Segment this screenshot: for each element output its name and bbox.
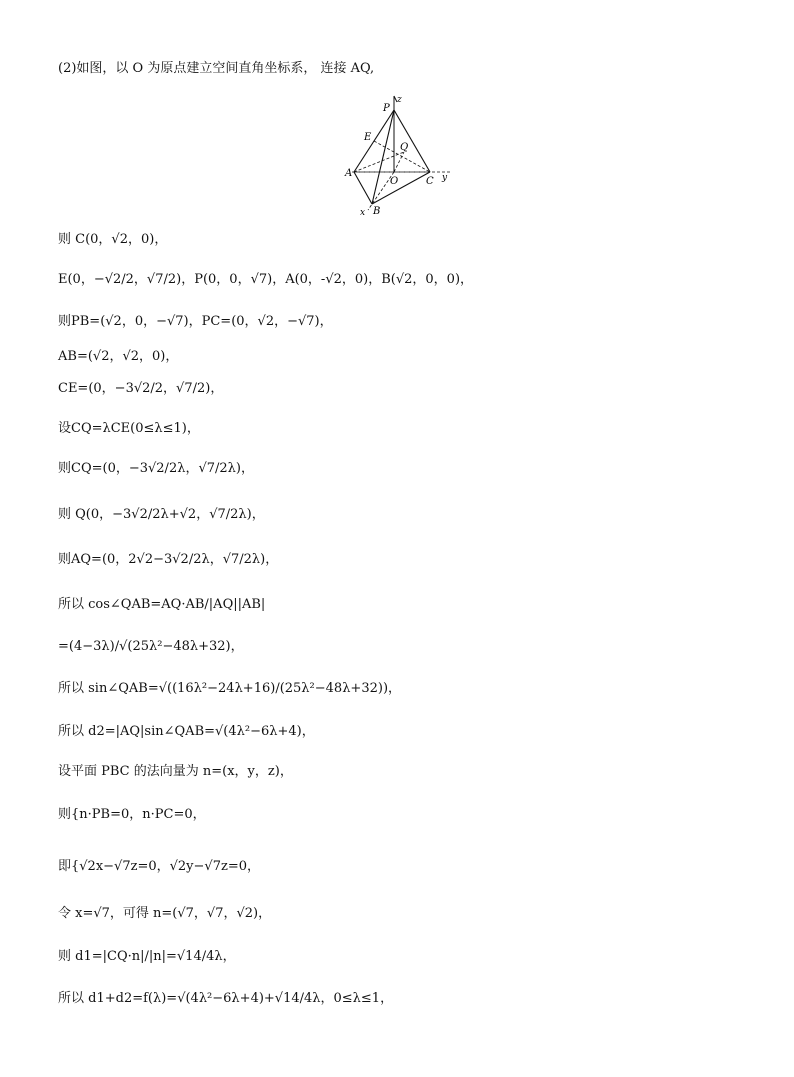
line-final: 所以 d1+d2=f(λ)=√(4λ²−6λ+4)+√14/4λ，0≤λ≤1， (58, 991, 394, 1006)
line-cos: 所以 cos∠QAB=AQ·AB/|AQ||AB| (58, 597, 266, 612)
line-Q: 则 Q(0，−3√2/2λ+√2，√7/2λ)， (58, 507, 265, 522)
label-A: A (345, 168, 353, 179)
line-normal: 设平面 PBC 的法向量为 n=(x，y，z)， (58, 764, 293, 779)
edge-BC (372, 172, 430, 204)
label-Q: Q (400, 142, 409, 153)
line-AQ: 则AQ=(0，2√2−3√2/2λ，√7/2λ)， (58, 552, 279, 567)
line-AB: AB=(√2，√2，0)， (58, 349, 179, 364)
line-let-x: 令 x=√7，可得 n=(√7，√7，√2)， (58, 906, 272, 921)
label-O: O (390, 176, 399, 187)
edge-PC (394, 110, 430, 172)
line-CE: CE=(0，−3√2/2，√7/2)， (58, 381, 224, 396)
line-system-2: 即{√2x−√7z=0，√2y−√7z=0， (58, 859, 260, 874)
line-d1: 则 d1=|CQ·n|/|n|=√14/4λ， (58, 949, 236, 964)
label-E: E (364, 132, 372, 143)
label-y: y (442, 173, 448, 183)
line-sin: 所以 sin∠QAB=√((16λ²−24λ+16)/(25λ²−48λ+32))， (58, 681, 402, 696)
edge-PB (372, 110, 394, 204)
line-cos2: =(4−3λ)/√(25λ²−48λ+32)， (58, 639, 244, 654)
label-z: z (397, 95, 402, 105)
segment-AQ (354, 152, 404, 172)
line-d2: 所以 d2=|AQ|sin∠QAB=√(4λ²−6λ+4)， (58, 724, 315, 739)
intro-text: (2)如图，以 O 为原点建立空间直角坐标系， 连接 AQ, (58, 61, 375, 76)
pyramid-figure (342, 92, 462, 217)
label-P: P (383, 103, 390, 114)
line-CQ: 则CQ=(0，−3√2/2λ，√7/2λ)， (58, 461, 254, 476)
line-E: E(0，−√2/2，√7/2)，P(0，0，√7)，A(0，-√2，0)，B(√2，0，0)， (58, 272, 474, 287)
line-C: 则 C(0，√2，0)， (58, 232, 168, 247)
label-x: x (360, 208, 366, 217)
line-system-1: 则{n·PB=0，n·PC=0， (58, 807, 206, 822)
line-set-CQ: 设CQ=λCE(0≤λ≤1)， (58, 421, 200, 436)
edge-AB (354, 172, 372, 204)
line-PB-PC: 则PB=(√2，0，−√7)，PC=(0，√2，−√7)， (58, 314, 333, 329)
label-B: B (373, 206, 381, 217)
label-C: C (426, 176, 434, 187)
